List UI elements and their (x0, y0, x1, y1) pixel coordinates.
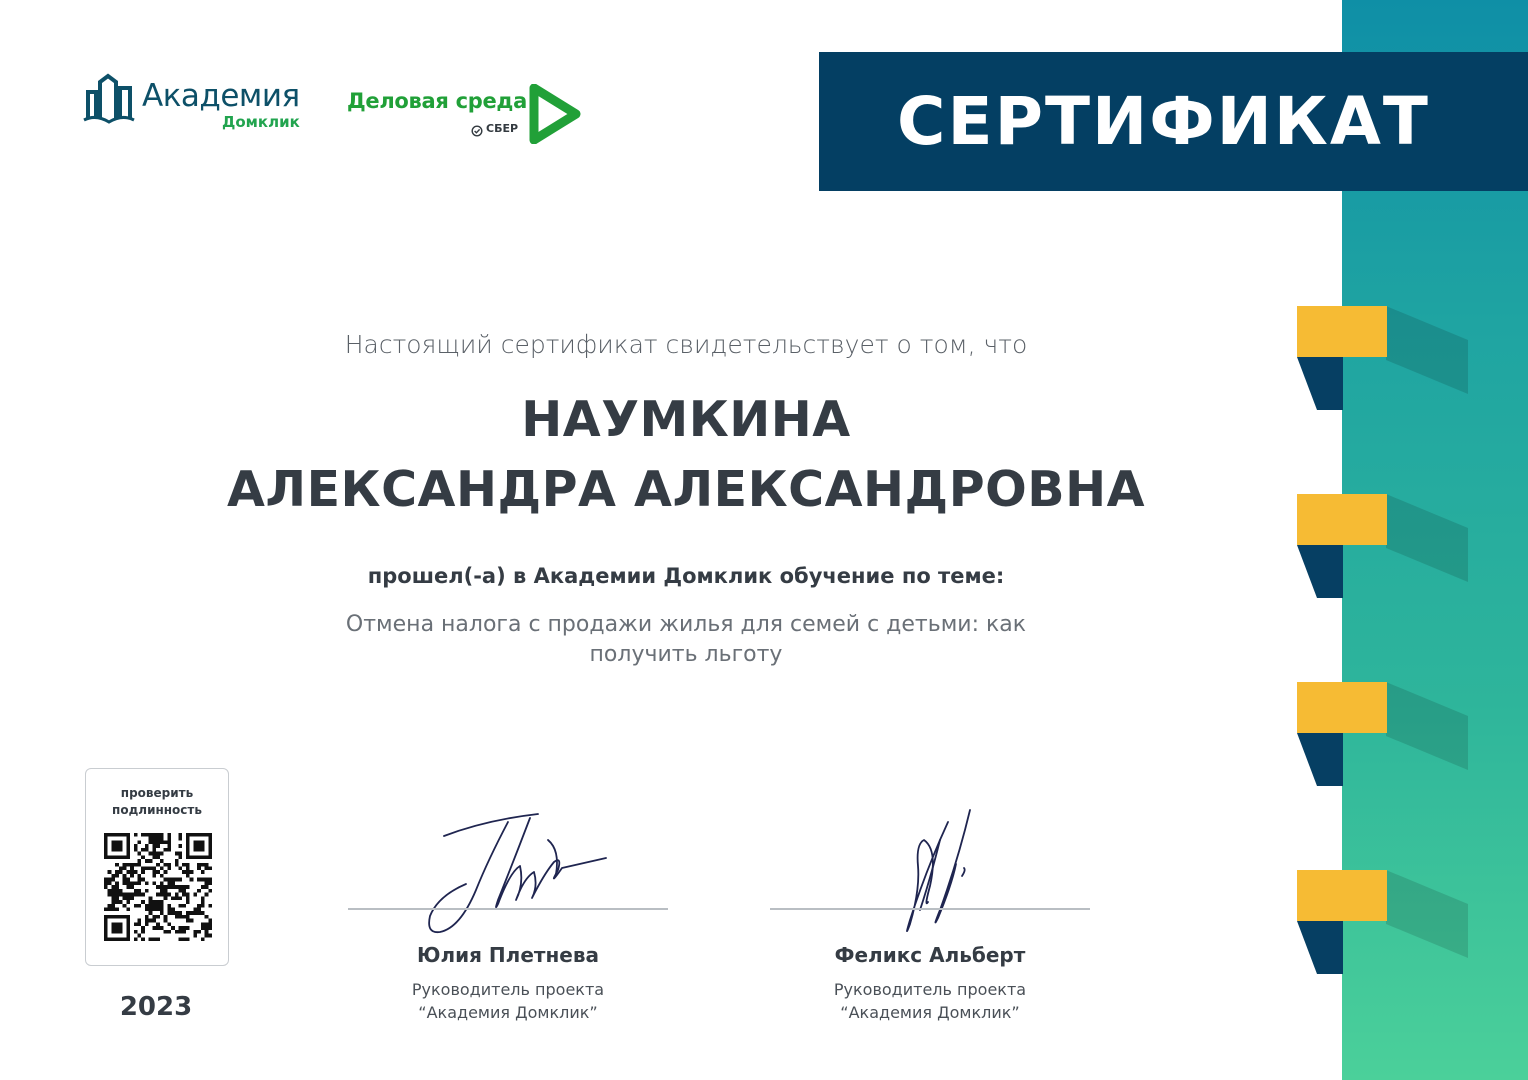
issue-year: 2023 (119, 992, 193, 1022)
signature-2 (770, 800, 1090, 940)
signatory-name: Феликс Альберт (834, 943, 1026, 967)
ribbon-3 (1297, 682, 1468, 786)
signature-1 (348, 800, 668, 940)
partner-name: Деловая среда (347, 89, 527, 113)
title-banner (819, 52, 1528, 191)
academy-name: Академия (142, 78, 300, 114)
qr-code[interactable] (104, 833, 212, 941)
recipient-surname: НАУМКИНА (521, 391, 851, 448)
signatory-name: Юлия Плетнева (416, 943, 600, 967)
intro-text: Настоящий сертификат свидетельствует о том, что (344, 330, 1028, 359)
signature-line (770, 908, 1090, 910)
signatory-1 (348, 800, 668, 1040)
signatory-role: Руководитель проекта “Академия Домклик” (833, 980, 1027, 1022)
delovaya-sreda-logo (347, 84, 587, 146)
signature-line (348, 908, 668, 910)
verify-label: проверить подлинность (112, 786, 202, 817)
play-arrow-logo (528, 84, 584, 144)
partner-sub: СБЕР (486, 122, 519, 135)
recipient-given-names: АЛЕКСАНДРА АЛЕКСАНДРОВНА (226, 461, 1146, 518)
academy-sub: Домклик (222, 113, 300, 131)
signatory-role: Руководитель проекта “Академия Домклик” (411, 980, 605, 1022)
completion-text: прошел(-а) в Академии Домклик обучение по теме: (367, 564, 1005, 588)
course-topic: Отмена налога с продажи жилья для семей с детьми: как получить льготу (345, 612, 1027, 667)
qr-modules (104, 833, 212, 941)
certificate-title: СЕРТИФИКАТ (897, 83, 1430, 160)
check-circle-icon (471, 125, 483, 137)
signatory-2 (770, 800, 1090, 1040)
ribbon-4 (1297, 870, 1468, 974)
building-book-icon (82, 72, 138, 126)
verification-card[interactable] (85, 768, 229, 966)
academy-domclick-logo (82, 72, 312, 132)
